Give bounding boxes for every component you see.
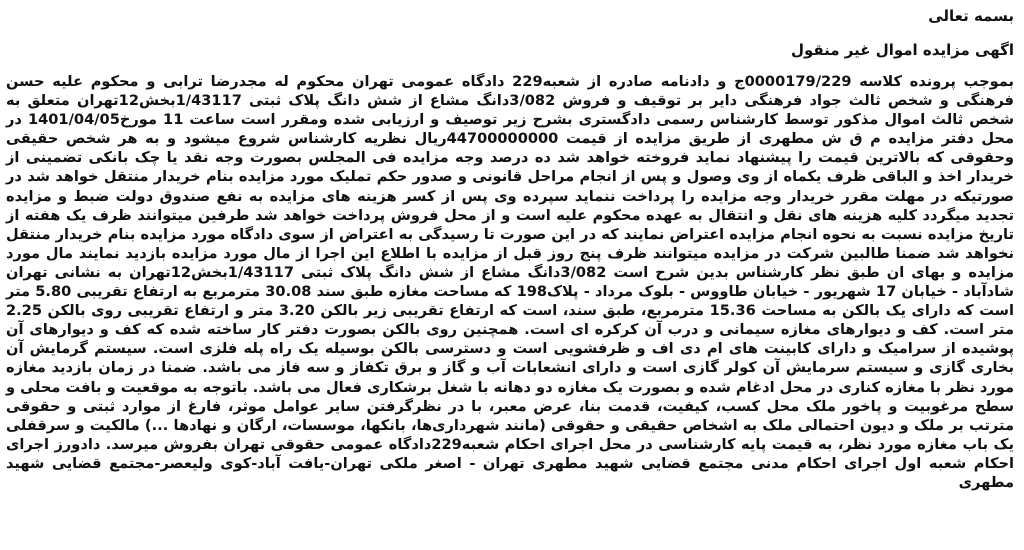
document-invocation-title: بسمه تعالی — [928, 7, 1014, 25]
document-notice-title: اگهی مزایده اموال غیر منقول — [790, 41, 1014, 59]
document-body-text: بموجب پرونده کلاسه 0000179/229ج و دادنامه صادره از شعبه229 دادگاه عمومی تهران محکوم له مجدرضا ترابی و محکوم علیه حسن فرهنگی و شخص ثالث جواد فرهنگی دایر بر توقیف و فروش 3/082دانگ مشاع از شش دانگ پلاک ثبتی 1/43117بخش12تهران متعلق به شخص ثالث اموال مذکور توسط کارشناس رسمی دادگستری بشرح زیر توصیف و ارزیابی شده ومقرر است ساعت 11 مورخ1401/04/05 در محل دفتر مزایده م ق ش مطهری از طریق مزایده از قیمت 44700000000ریال نظریه کارشناس شروع میشود و به هر شخص حقیقی وحقوقی که بالاترین قیمت را پیشنهاد نماید فروخته خواهد شد ده درصد وجه مزایده فی المجلس بصورت وجه نقد یا چک بانکی تضمینی از خریدار اخذ و الباقی ظرف یکماه از وی وصول و پس از انجام مراحل قانونی و صدور حکم تملیک مورد مزایده بنام خریدار منتقل خواهد شد در صورتیکه در مهلت مقرر خریدار وجه مزایده را پرداخت ننماید سپرده وی پس از کسر هزینه های مزایده به نفع صندوق دولت ضبط و مزایده تجدید میگردد کلیه هزینه های نقل و انتقال به عهده محکوم علیه است و از محل فروش پرداخت خواهد شد طرفین میتوانند ظرف یک هفته از تاریخ مزایده نسبت به نحوه انجام مزایده اعتراض نمایند که در این صورت تا رسیدگی به اعتراض از سوی دادگاه مورد مزایده بنام خریدار منتقل نخواهد شد ضمنا طالبین شرکت در مزایده میتوانند ظرف پنج روز قبل از مزایده با اطلاع این اجرا از مال مورد مزایده بازدید نمایند مال مورد مزایده و بهای ان طبق نظر کارشناس بدین شرح است 3/082دانگ مشاع از شش دانگ پلاک ثبتی 1/43117بخش12تهران به نشانی تهران شادآباد - خیابان 17 شهریور - خیابان طاووس - بلوک مرداد - پلاک198 که مساحت مغازه طبق سند 30.08 مترمربع به ارتفاع تقریبی 5.80 متر است که دارای یک بالکن به مساحت 15.36 مترمربع، طبق سند، است که ارتفاع تقریبی زیر بالکن 3.20 متر و ارتفاع تقریبی روی بالکن 2.25 متر است. کف و دیوارهای مغازه سیمانی و درب آن کرکره ای است. همچنین روی بالکن بصورت دفتر کار ساخته شده که کف و دیوارهای آن پوشیده از سرامیک و دارای کابینت های ام دی اف و ظرفشویی است و دسترسی بالکن بوسیله یک راه پله فلزی است. سیستم گرمایش آن بخاری گازی و سیستم سرمایش آن کولر گازی است و دارای انشعابات آب و گاز و برق تکفاز و سه فاز می باشد. ضمنا در زمان بازدید مغازه مورد نظر با مغازه کناری در محل ادغام شده و بصورت یک مغازه دو دهانه با شغل برشکاری فعال می باشد. باتوجه به موقعیت و بافت محلی و سطح مرغوبیت و پاخور ملک محل کسب، کیفیت، قدمت بنا، عرض معبر، با در نظرگرفتن سایر عوامل موثر، فارغ از موارد ثبتی و حقوقی مترتب بر ملک و دیون احتمالی ملک به اشخاص حقیقی و حقوقی (مانند شهرداری‌ها، بانکها، موسسات، ارگان و نهادها ...) مالکیت و سرقفلی یک باب مغازه مورد نظر، به قیمت پایه کارشناسی در محل اجرای احکام شعبه229دادگاه عمومی حقوقی تهران بفروش میرسد. دادورز اجرای احکام شعبه اول اجرای احکام مدنی مجتمع قضایی شهید مطهری تهران - اصغر ملکی تهران-یافت آباد-کوی ولیعصر-مجتمع قضایی شهید مطهری — [6, 73, 1015, 491]
